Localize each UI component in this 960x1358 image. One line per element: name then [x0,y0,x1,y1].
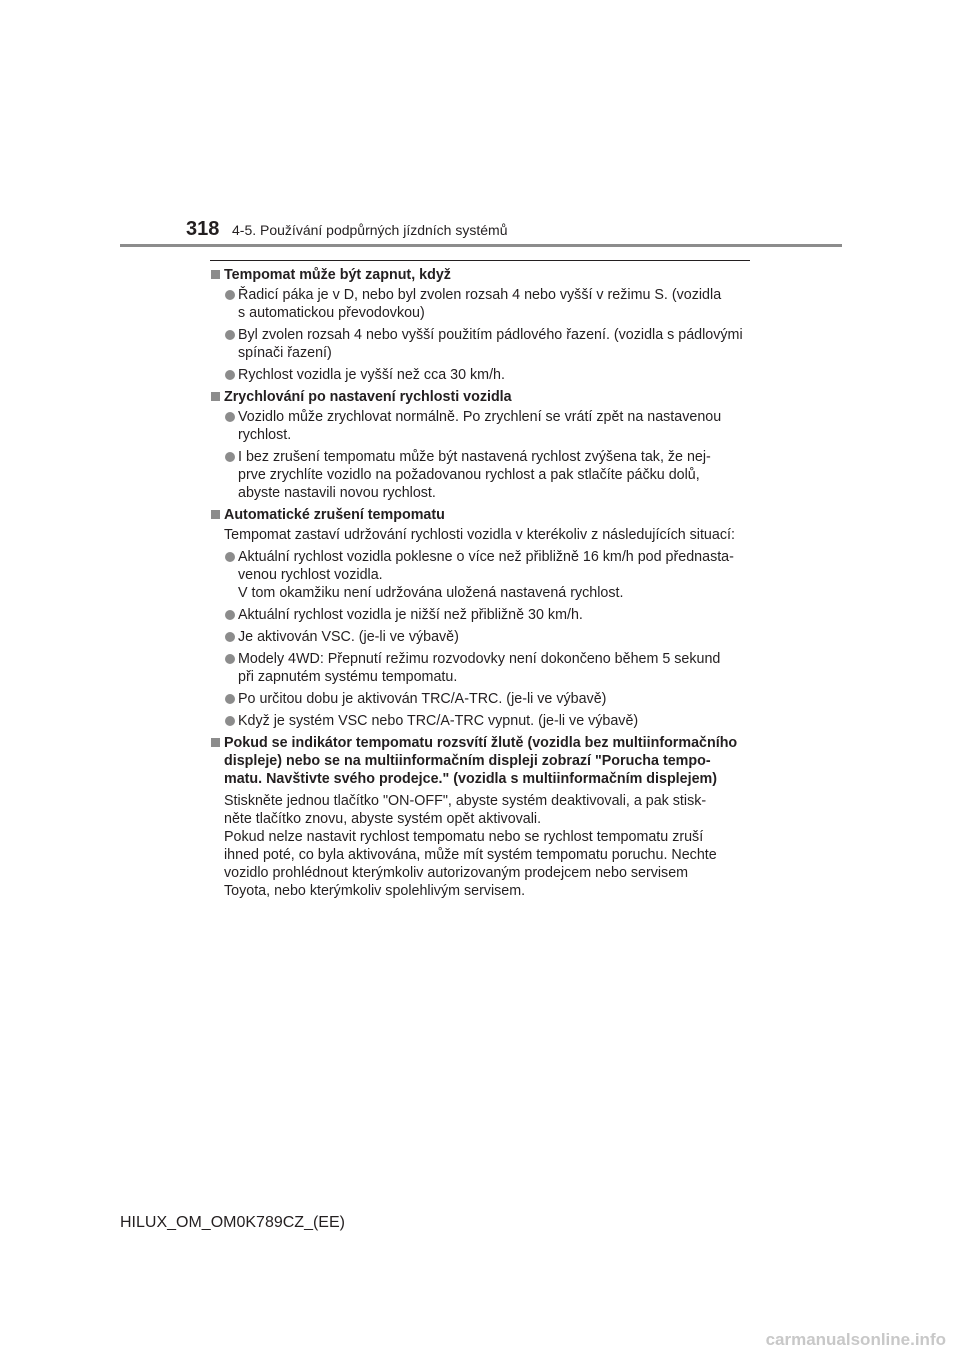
text-line: Aktuální rychlost vozidla poklesne o více než přibližně 16 km/h pod přednasta- [238,549,734,565]
round-bullet-icon [225,610,235,620]
section-paragraph [210,792,750,900]
title-line: matu. Navštivte svého prodejce." (vozidla s multiinformačním displejem) [224,771,717,787]
section-title-text: Zrychlování po nastavení rychlosti vozidla [224,389,512,405]
text-line: při zapnutém systému tempomatu. [238,669,458,685]
square-bullet-icon [211,392,220,401]
list-item [210,366,750,384]
text-line: Modely 4WD: Přepnutí režimu rozvodovky není dokončeno během 5 sekund [238,651,721,667]
section-malfunction [210,734,750,900]
section-cruise-enable [210,266,750,384]
header-rule [120,244,842,247]
section-acceleration [210,388,750,502]
list-item [210,548,750,602]
text-line: Byl zvolen rozsah 4 nebo vyšší použitím pádlového řazení. (vozidla s pádlovými [238,327,743,343]
section-title-text: Automatické zrušení tempomatu [224,507,445,523]
section-title [210,266,750,284]
section-title [210,388,750,406]
document-code: HILUX_OM_OM0K789CZ_(EE) [120,1214,345,1231]
text-line: ihned poté, co byla aktivována, může mít systém tempomatu poruchu. Nechte [224,847,717,863]
watermark-link[interactable]: carmanualsonline.info [765,1330,946,1349]
section-title [210,506,750,524]
round-bullet-icon [225,654,235,664]
text-line: Pokud nelze nastavit rychlost tempomatu nebo se rychlost tempomatu zruší [224,829,704,845]
text-line: s automatickou převodovkou) [238,305,425,321]
section-intro: Tempomat zastaví udržování rychlosti vozidla v kterékoliv z následujících situací: [224,527,735,543]
text-line: spínači řazení) [238,345,332,361]
text-line: vozidlo prohlédnout kterýmkoliv autorizovaným prodejcem nebo servisem [224,865,689,881]
text-line: něte tlačítko znovu, abyste systém opět aktivovali. [224,811,542,827]
list-item [210,286,750,322]
text-line: Stiskněte jednou tlačítko "ON-OFF", abyste systém deaktivovali, a pak stisk- [224,793,707,809]
text-line: Když je systém VSC nebo TRC/A-TRC vypnut. (je-li ve výbavě) [238,713,639,729]
list-item [210,712,750,730]
text-line: Vozidlo může zrychlovat normálně. Po zrychlení se vrátí zpět na nastavenou [238,409,722,425]
section-title-text: Tempomat může být zapnut, když [224,267,451,283]
round-bullet-icon [225,412,235,422]
text-line: rychlost. [238,427,292,443]
text-line: Rychlost vozidla je vyšší než cca 30 km/h. [238,367,505,383]
title-line: displeje) nebo se na multiinformačním displeji zobrazí "Porucha tempo- [224,753,711,769]
square-bullet-icon [211,270,220,279]
round-bullet-icon [225,632,235,642]
text-line: Po určitou dobu je aktivován TRC/A-TRC. (je-li ve výbavě) [238,691,607,707]
text-line: I bez zrušení tempomatu může být nastavená rychlost zvýšena tak, že nej- [238,449,711,465]
list-item [210,690,750,708]
list-item [210,326,750,362]
text-line: Řadicí páka je v D, nebo byl zvolen rozsah 4 nebo vyšší v režimu S. (vozidla [238,287,722,303]
round-bullet-icon [225,452,235,462]
round-bullet-icon [225,370,235,380]
text-line: prve zrychlíte vozidlo na požadovanou rychlost a pak stlačíte páčku dolů, [238,467,700,483]
square-bullet-icon [211,510,220,519]
section-title [210,734,750,788]
round-bullet-icon [225,694,235,704]
text-line: Toyota, nebo kterýmkoliv spolehlivým servisem. [224,883,526,899]
section-auto-cancel [210,506,750,730]
list-item [210,628,750,646]
text-line: Aktuální rychlost vozidla je nižší než přibližně 30 km/h. [238,607,583,623]
text-line: venou rychlost vozidla. [238,567,383,583]
round-bullet-icon [225,716,235,726]
chapter-title: 4-5. Používání podpůrných jízdních systémů [232,222,508,238]
page-number: 318 [186,218,220,240]
list-item [210,408,750,444]
content [210,266,750,904]
square-bullet-icon [211,738,220,747]
text-line: abyste nastavili novou rychlost. [238,485,436,501]
list-item [210,606,750,624]
text-line: V tom okamžiku není udržována uložená nastavená rychlost. [238,585,624,601]
title-line: Pokud se indikátor tempomatu rozsvítí žlutě (vozidla bez multiinformačního [224,735,738,751]
round-bullet-icon [225,330,235,340]
list-item [210,650,750,686]
round-bullet-icon [225,552,235,562]
round-bullet-icon [225,290,235,300]
list-item [210,448,750,502]
content-rule [210,260,750,261]
text-line: Je aktivován VSC. (je-li ve výbavě) [238,629,459,645]
